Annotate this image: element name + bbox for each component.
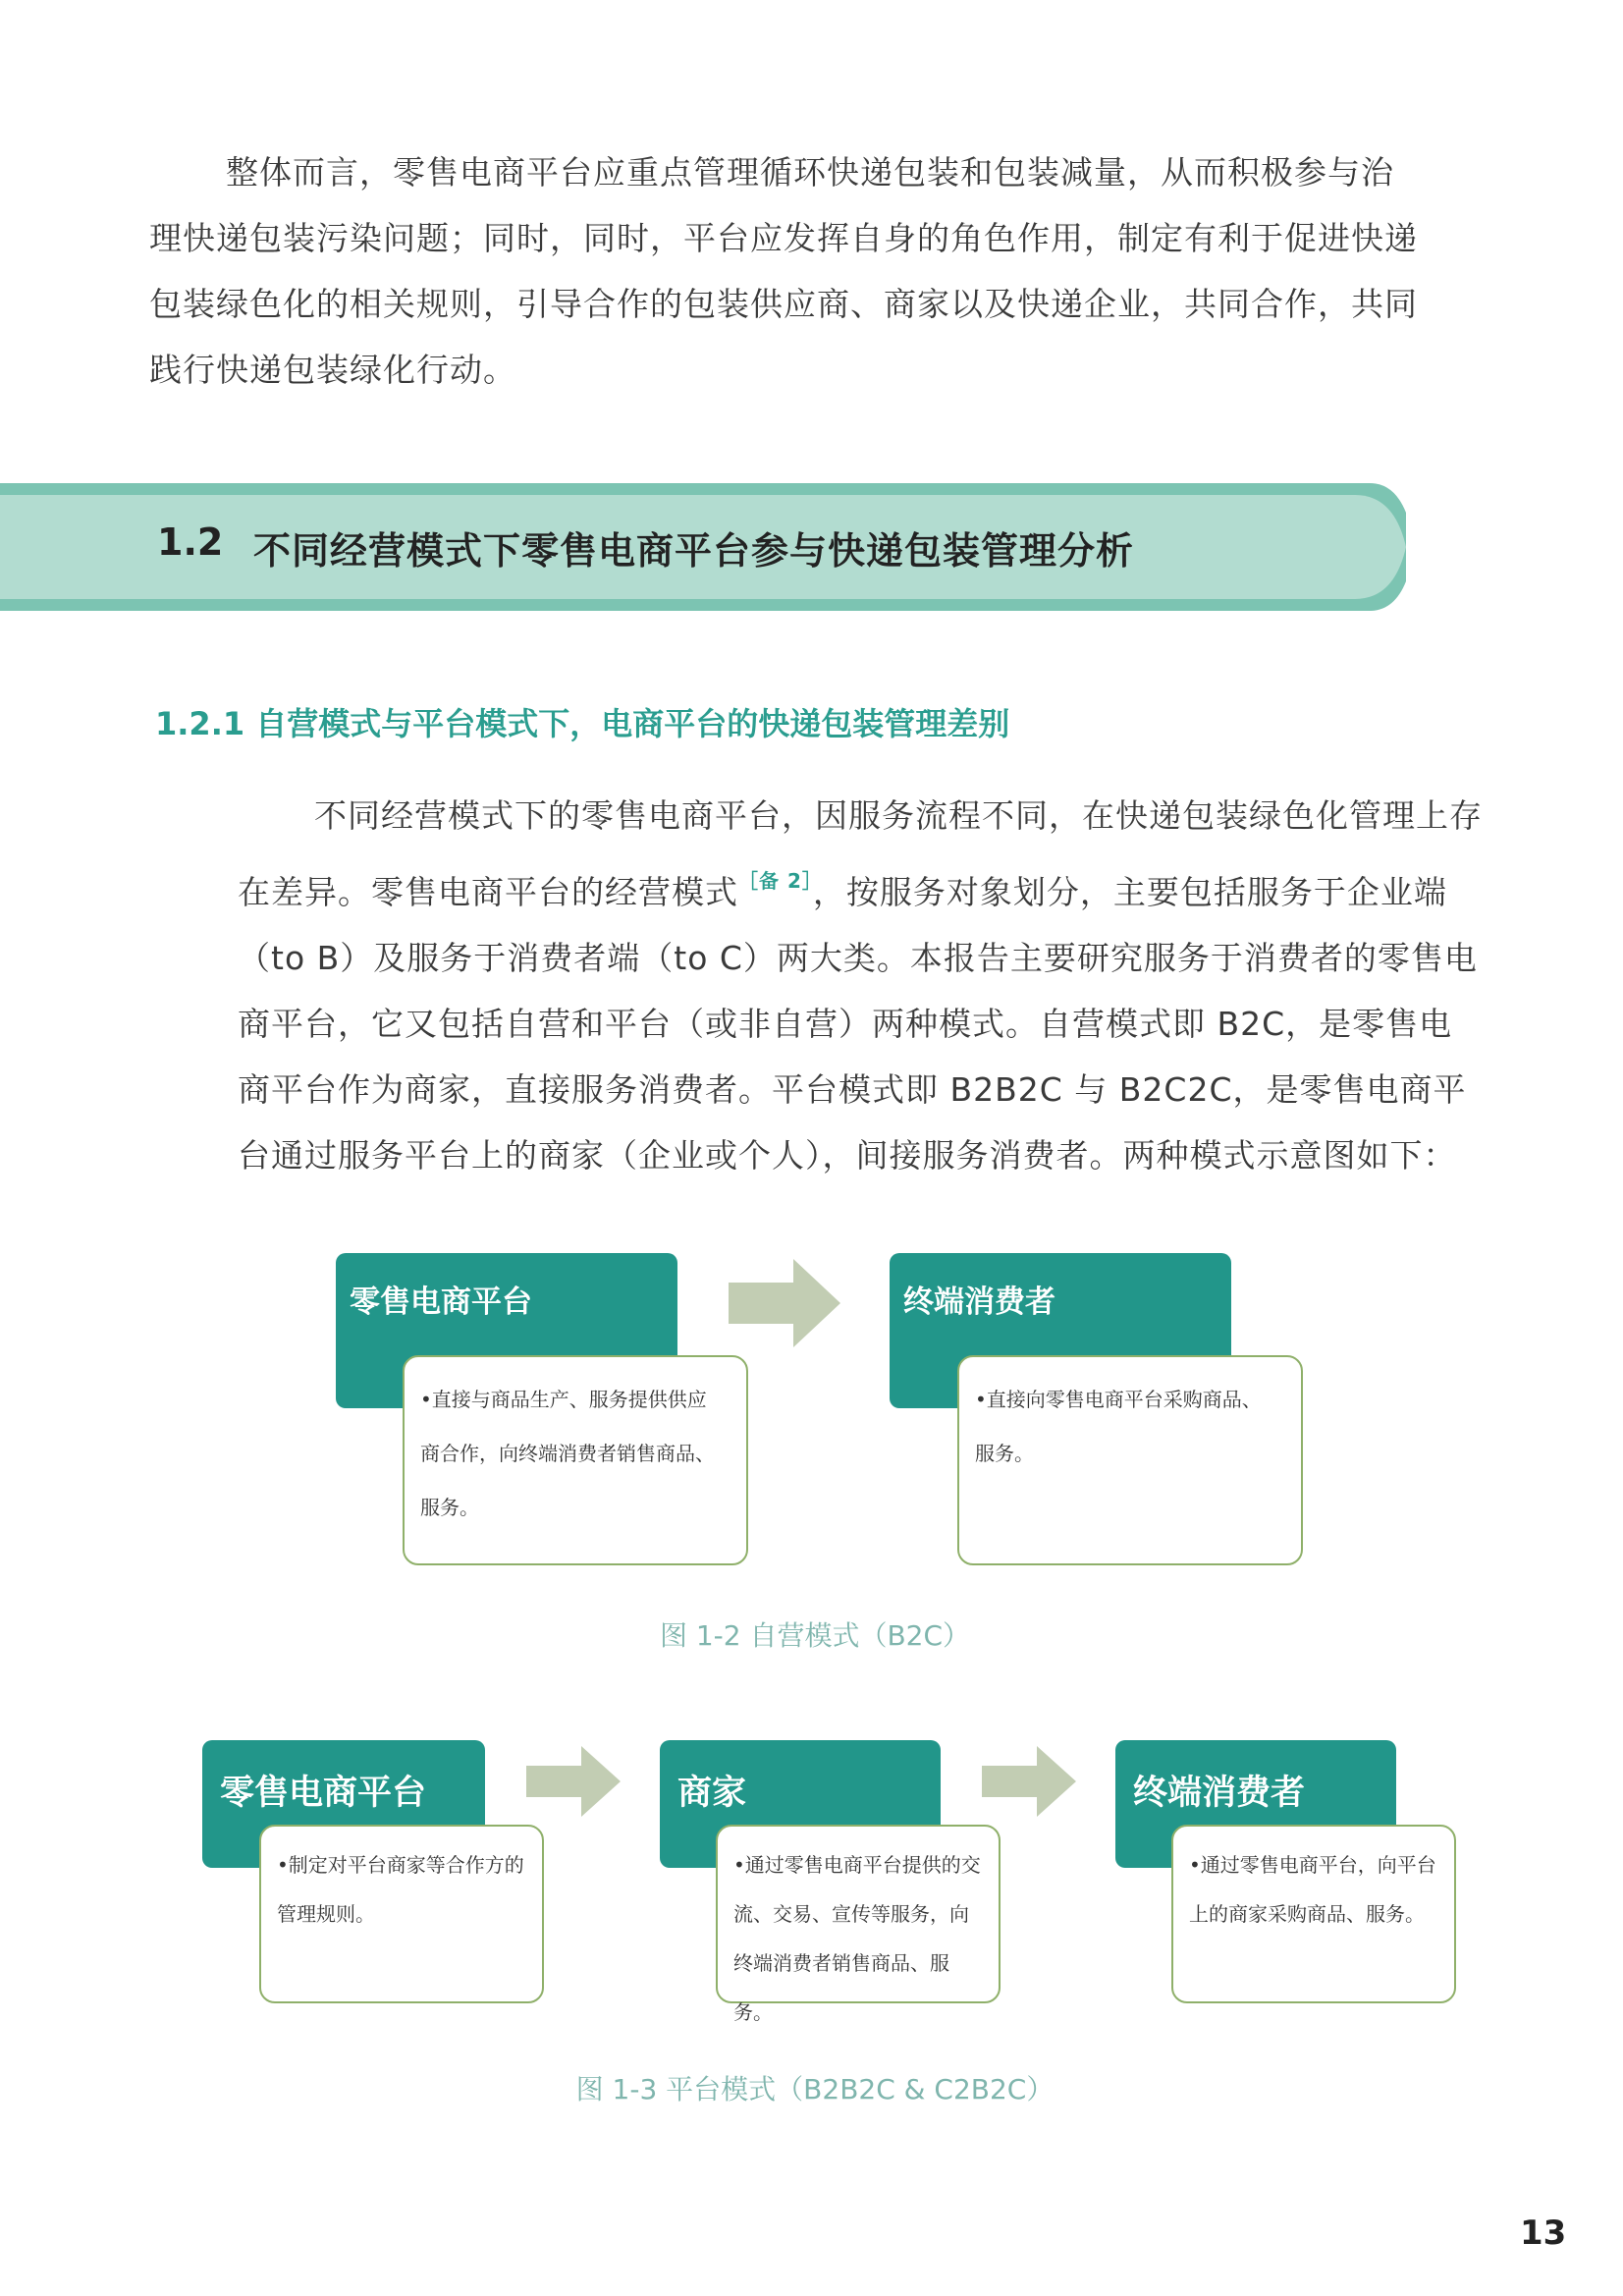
box-line: •通过零售电商平台提供的交: [733, 1853, 981, 1877]
box-line: 商合作，向终端消费者销售商品、: [420, 1442, 715, 1465]
box-line: 流、交易、宣传等服务，向: [733, 1902, 969, 1926]
intro-paragraph: 整体而言，零售电商平台应重点管理循环快递包装和包装减量，从而积极参与治理快递包装污染问题；同时，同时，平台应发挥自身的角色作用，制定有利于促进快递包装绿色化的相关规则，引导合作的包装供应商、商家以及快递企业，共同合作，共同践行快递包装绿化行动。: [149, 153, 1418, 389]
box-card-end-consumer: [1171, 1825, 1456, 2003]
page-number: 13: [1520, 2214, 1567, 2253]
box-line: 管理规则。: [277, 1902, 375, 1926]
arrow-right-icon: [982, 1746, 1076, 1817]
box-card-retail-platform: [259, 1825, 544, 2003]
box-header-retail-platform: 零售电商平台: [202, 1740, 485, 1868]
box-header-end-consumer: 终端消费者: [1115, 1740, 1396, 1868]
box-line: •通过零售电商平台，向平台: [1189, 1853, 1436, 1877]
box-line: 服务。: [420, 1496, 479, 1519]
box-header-retail-platform: 零售电商平台: [336, 1253, 677, 1408]
box-header-end-consumer: 终端消费者: [890, 1253, 1231, 1408]
section-number: 1.2: [157, 520, 224, 564]
box-card-end-consumer: [957, 1355, 1303, 1565]
body-paragraph: [238, 783, 1485, 1188]
section-title: 不同经营模式下零售电商平台参与快递包装管理分析: [253, 529, 1135, 573]
footnote-ref[interactable]: ［备 2］: [738, 869, 813, 893]
figure-caption: 图 1-2 自营模式（B2C）: [659, 1619, 971, 1652]
box-line: •制定对平台商家等合作方的: [277, 1853, 524, 1877]
box-line: •直接与商品生产、服务提供供应: [420, 1388, 707, 1411]
body-text-part1: 不同经营模式下的零售电商平台，因服务流程不同，在快递包装绿色化管理上存在差异。零售电商平台的经营模式: [238, 796, 1483, 911]
body-text-part2: ，按服务对象划分，主要包括服务于企业端（to B）及服务于消费者端（to C）两大类。本报告主要研究服务于消费者的零售电商平台，它又包括自营和平台（或非自营）两种模式。自营模式即 B2C，是零售电商平台作为商家，直接服务消费者。平台模式即 B2B2C 与 B2C2C，是零售电商平台通过服务平台上的商家（企业或个人），间接服务消费者。两种模式示意图如下：: [238, 873, 1478, 1175]
box-card-retail-platform: [403, 1355, 748, 1565]
box-line: 终端消费者销售商品、服务。: [733, 1951, 949, 2024]
box-card-merchant: [716, 1825, 1001, 2024]
box-header-merchant: 商家: [660, 1740, 941, 1868]
arrow-right-icon: [729, 1259, 840, 1347]
box-line: •直接向零售电商平台采购商品、: [975, 1388, 1262, 1411]
arrow-right-icon: [526, 1746, 621, 1817]
subsection-heading: 1.2.1 自营模式与平台模式下，电商平台的快递包装管理差别: [155, 705, 1010, 742]
figure-caption: 图 1-3 平台模式（B2B2C & C2B2C）: [575, 2073, 1055, 2105]
box-line: 上的商家采购商品、服务。: [1189, 1902, 1425, 1926]
box-line: 服务。: [975, 1442, 1034, 1465]
